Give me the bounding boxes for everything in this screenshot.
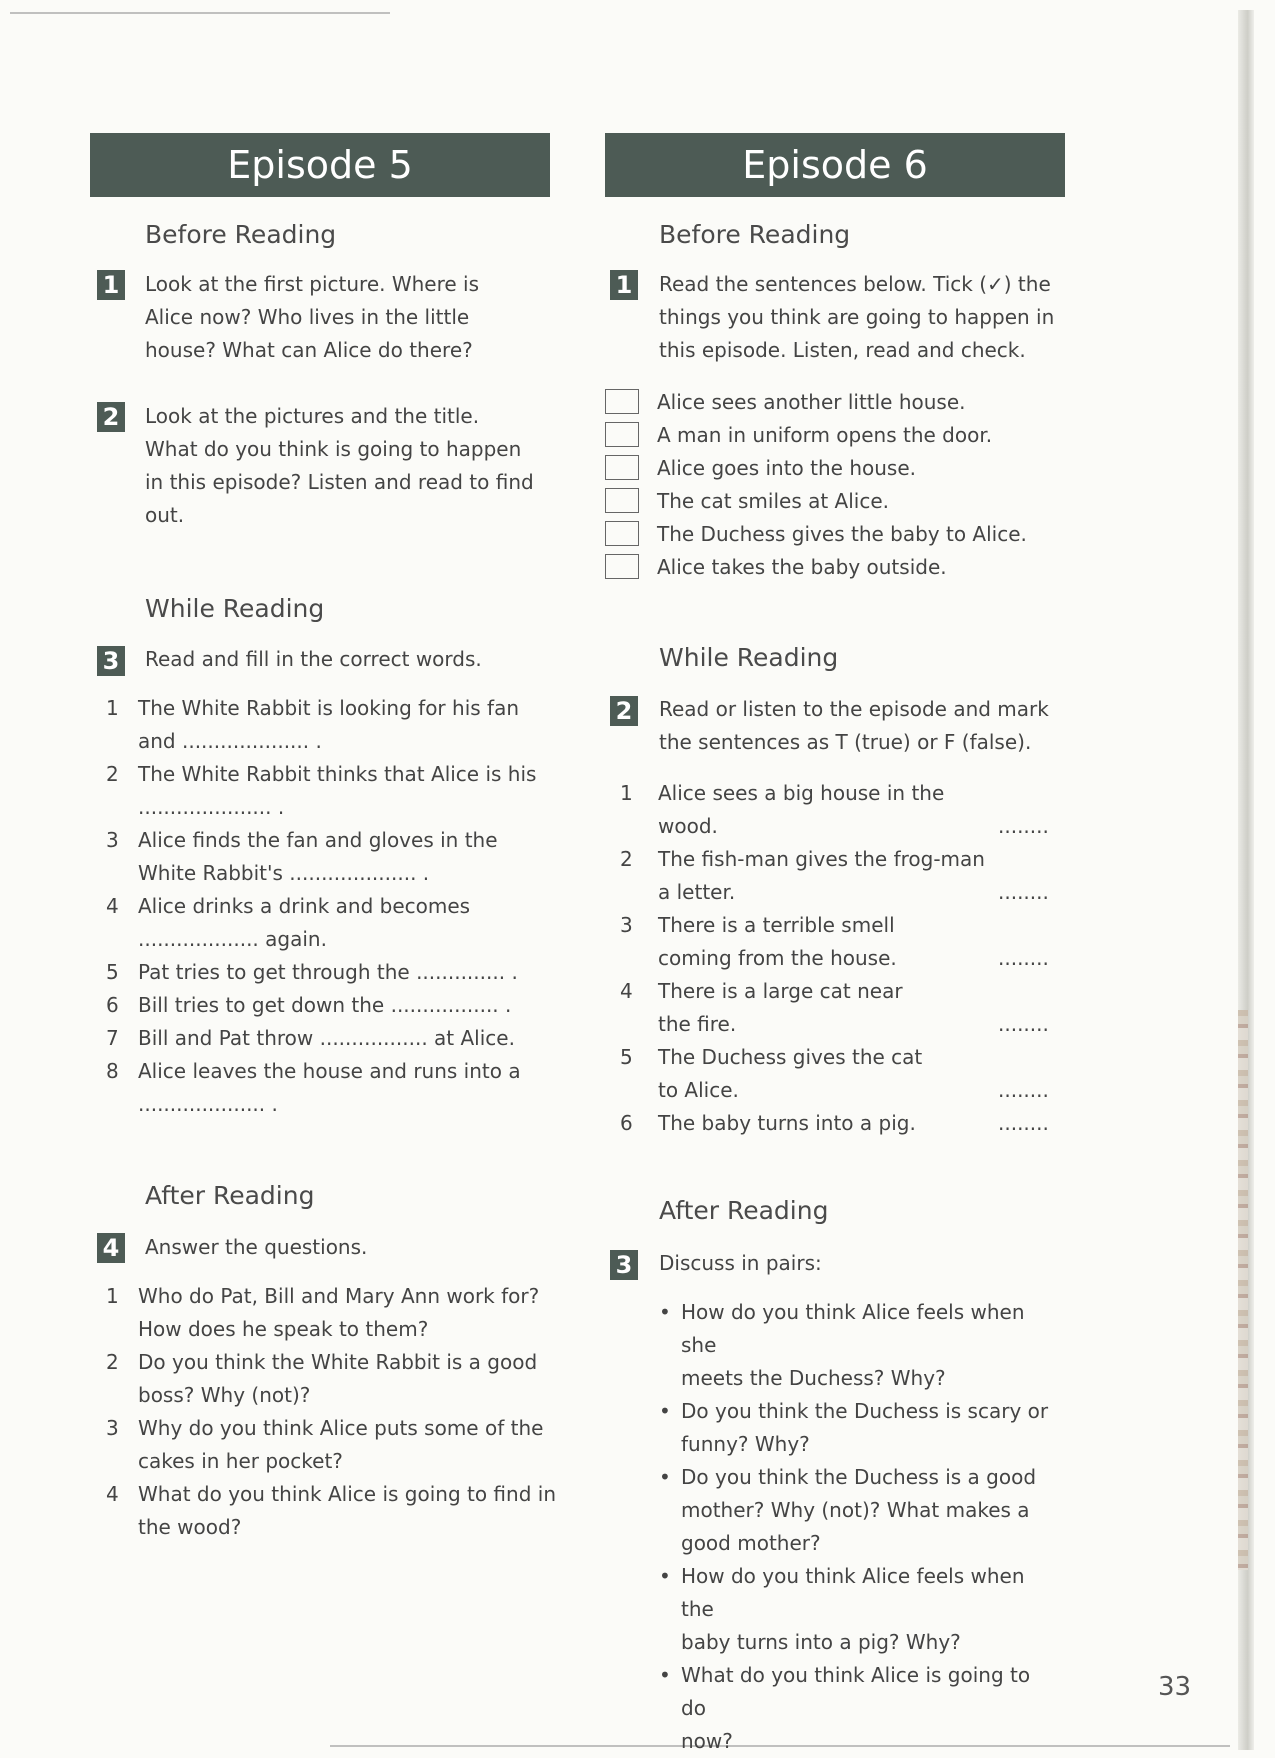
ep6-before-reading-heading: Before Reading [659,220,851,249]
list-item: 6 Bill tries to get down the ................. . [106,993,512,1017]
list-item: 8 Alice leaves the house and runs into a .................... . [106,1059,521,1116]
list-item: 2 The fish-man gives the frog-man a letter. ........ [620,843,998,909]
ep5-before-reading-heading: Before Reading [145,220,337,249]
ep5-ex3-instruction: Read and fill in the correct words. [145,647,482,671]
answer-blank[interactable]: ........ [998,1012,1049,1036]
list-item: 3 There is a terrible smell coming from the house. ........ [620,909,998,975]
list-item: 6 The baby turns into a pig. ........ [620,1107,998,1140]
page-number: 33 [1158,1672,1192,1702]
ep5-ex2-text: Look at the pictures and the title. What do you think is going to happen in this episode? Listen and read to find out. [145,404,534,527]
answer-blank[interactable]: ........ [998,814,1049,838]
list-item: 2 Do you think the White Rabbit is a good boss? Why (not)? [106,1350,538,1407]
list-item: • Do you think the Duchess is scary or funny? Why? [657,1395,1057,1461]
ep6-after-reading-heading: After Reading [659,1196,829,1225]
ep5-fill-in-list [106,692,556,1121]
tick-checkbox[interactable] [605,521,639,546]
answer-blank[interactable]: ........ [998,946,1049,970]
top-rule [10,12,390,14]
list-item: 4 What do you think Alice is going to find in the wood? [106,1482,556,1539]
list-item: • What do you think Alice is going to do now? [657,1659,1057,1758]
tick-checkbox[interactable] [605,422,639,447]
ep5-ex4-badge: 4 [97,1233,125,1263]
list-item: 4 Alice drinks a drink and becomes ................... again. [106,894,471,951]
ep6-discussion-bullets [657,1296,1057,1758]
list-item: • How do you think Alice feels when the baby turns into a pig? Why? [657,1560,1057,1659]
ep5-ex1-text: Look at the first picture. Where is Alice now? Who lives in the little house? What can Alice do there? [145,272,480,362]
checklist-item[interactable]: Alice goes into the house. [605,451,1027,484]
checklist-item[interactable]: Alice sees another little house. [605,385,1027,418]
list-item: 4 There is a large cat near the fire. ........ [620,975,998,1041]
list-item: 5 Pat tries to get through the .............. . [106,960,518,984]
answer-blank[interactable]: ........ [998,1111,1049,1135]
ep6-ex1-badge: 1 [610,270,638,300]
ep6-ex3-badge: 3 [610,1250,638,1280]
list-item: 1 Who do Pat, Bill and Mary Ann work for? How does he speak to them? [106,1284,540,1341]
list-item: 7 Bill and Pat throw ................. at Alice. [106,1026,515,1050]
ep6-ex1-text: Read the sentences below. Tick (✓) the things you think are going to happen in this episode. Listen, read and check. [659,272,1055,362]
tick-checkbox[interactable] [605,389,639,414]
ep5-questions-list [106,1280,566,1544]
list-item: 1 Alice sees a big house in the wood. ........ [620,777,998,843]
answer-blank[interactable]: ........ [998,1078,1049,1102]
checklist-item[interactable]: The Duchess gives the baby to Alice. [605,517,1027,550]
episode-5-header: Episode 5 [90,133,550,197]
tick-checkbox[interactable] [605,488,639,513]
list-item: • How do you think Alice feels when she meets the Duchess? Why? [657,1296,1057,1395]
ep6-tick-checklist [605,385,1027,583]
ep5-after-reading-heading: After Reading [145,1181,315,1210]
list-item: 1 The White Rabbit is looking for his fan and .................... . [106,696,519,753]
ep5-ex1-badge: 1 [97,270,125,300]
ep6-ex2-instruction: Read or listen to the episode and mark the sentences as T (true) or F (false). [659,697,1049,754]
list-item: 3 Why do you think Alice puts some of the cakes in her pocket? [106,1416,544,1473]
binding-strip [1238,1010,1248,1570]
ep5-ex3-badge: 3 [97,646,125,676]
checklist-item[interactable]: The cat smiles at Alice. [605,484,1027,517]
list-item: 5 The Duchess gives the cat to Alice. ........ [620,1041,998,1107]
ep6-while-reading-heading: While Reading [659,643,839,672]
tick-checkbox[interactable] [605,455,639,480]
ep6-ex2-badge: 2 [610,696,638,726]
list-item: • Do you think the Duchess is a good mother? Why (not)? What makes a good mother? [657,1461,1057,1560]
checklist-item[interactable]: Alice takes the baby outside. [605,550,1027,583]
ep5-ex4-instruction: Answer the questions. [145,1235,368,1259]
checklist-item[interactable]: A man in uniform opens the door. [605,418,1027,451]
ep5-ex2-badge: 2 [97,402,125,432]
ep6-ex3-instruction: Discuss in pairs: [659,1251,822,1275]
answer-blank[interactable]: ........ [998,880,1049,904]
list-item: 2 The White Rabbit thinks that Alice is his ..................... . [106,762,537,819]
ep6-true-false-list [620,777,1060,1140]
ep5-while-reading-heading: While Reading [145,594,325,623]
episode-6-header: Episode 6 [605,133,1065,197]
tick-checkbox[interactable] [605,554,639,579]
list-item: 3 Alice finds the fan and gloves in the White Rabbit's .................... . [106,828,498,885]
